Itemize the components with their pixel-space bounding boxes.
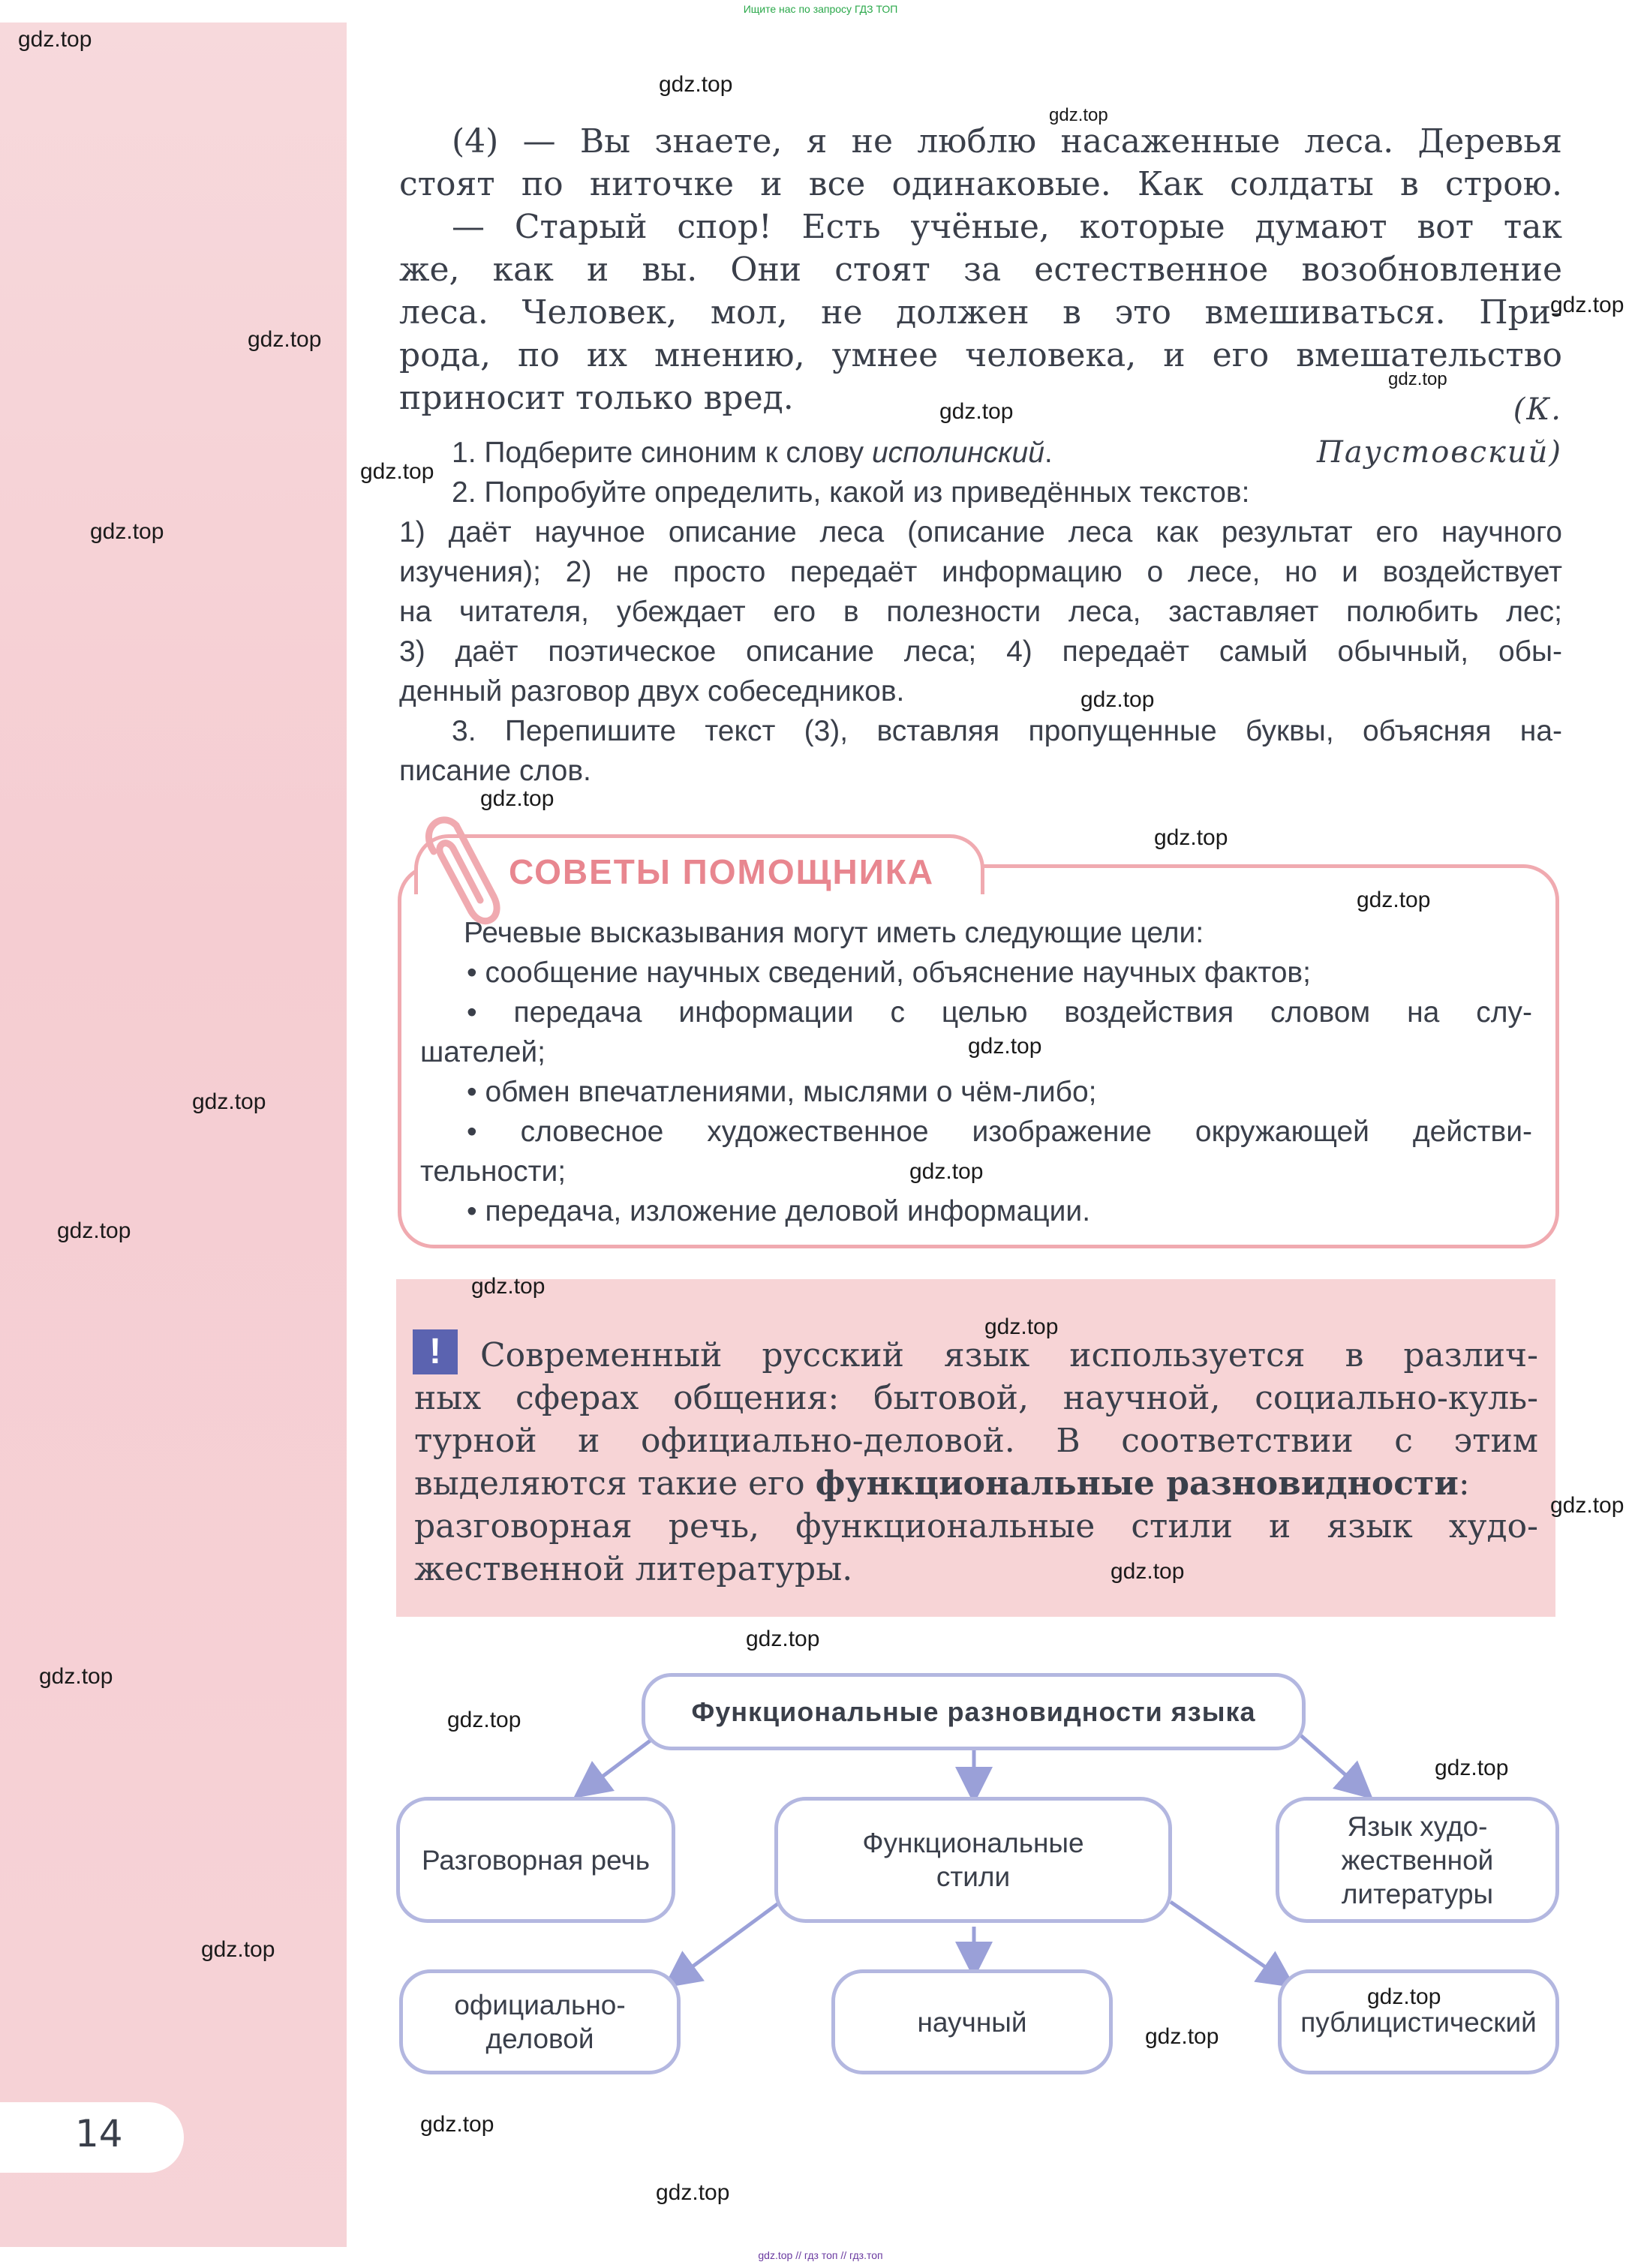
text-line: (4) — Вы знаете, я не люблю насаженные леса. Деревья [452, 122, 1562, 161]
arrow-root-left [585, 1733, 660, 1789]
watermark: gdz.top [90, 519, 164, 544]
text-line: приносит только вред. [399, 379, 794, 417]
rule-line: жественной литературы. [414, 1550, 853, 1588]
top-banner: Ищите нас по запросу ГДЗ ТОП [743, 3, 898, 15]
watermark: gdz.top [201, 1937, 275, 1962]
watermark: gdz.top [1080, 687, 1155, 712]
text-line: леса. Человек, мол, не должен в это вмешиваться. При- [399, 293, 1562, 332]
watermark: gdz.top [968, 1034, 1042, 1059]
watermark: gdz.top [984, 1314, 1059, 1339]
watermark: gdz.top [1145, 2024, 1219, 2049]
rule-line: разговорная речь, функциональные стили и язык худо- [414, 1507, 1538, 1546]
task-line: изучения); 2) не просто передаёт информацию о лесе, но и воздействует [399, 556, 1562, 588]
tips-item: • обмен впечатлениями, мыслями о чём-либо; [467, 1076, 1097, 1108]
watermark: gdz.top [192, 1089, 266, 1114]
diagram-node-colloquial: Разговорная речь [396, 1797, 675, 1923]
text-line: стоят по ниточке и все одинаковые. Как солдаты в строю. [399, 165, 1562, 203]
watermark: gdz.top [471, 1274, 545, 1299]
watermark: gdz.top [420, 2112, 494, 2137]
bottom-banner: gdz.top // гдз топ // гдз.топ [758, 2249, 883, 2261]
tips-item: • передача информации с целью воздействия словом на слу- [467, 996, 1532, 1029]
rule-line: ных сферах общения: бытовой, научной, социально-куль- [414, 1379, 1538, 1417]
arrow-root-right [1298, 1733, 1362, 1789]
watermark: gdz.top [1049, 105, 1108, 125]
diagram-node-fiction: Язык худо- жественной литературы [1276, 1797, 1559, 1923]
task-line: 3) даёт поэтическое описание леса; 4) передаёт самый обычный, обы- [399, 635, 1562, 668]
watermark: gdz.top [909, 1159, 984, 1184]
text-line: же, как и вы. Они стоят за естественное возобновление [399, 251, 1562, 289]
arrow-center-right [1171, 1902, 1283, 1979]
diagram-node-scientific: научный [831, 1969, 1113, 2074]
page-number: 14 [75, 2112, 123, 2155]
task-line: 3. Перепишите текст (3), вставляя пропущенные буквы, объясняя на- [452, 715, 1562, 747]
diagram-node-styles: Функциональные стили [774, 1797, 1172, 1923]
watermark: gdz.top [1154, 825, 1228, 850]
tips-item: тельности; [420, 1155, 567, 1188]
rule-line: выделяются такие его функциональные разновидности: [414, 1464, 1470, 1503]
watermark: gdz.top [939, 399, 1014, 424]
watermark: gdz.top [360, 459, 434, 484]
task-line: писание слов. [399, 755, 591, 787]
author-signature: (К. Паустовский) [1316, 392, 1562, 470]
watermark: gdz.top [248, 327, 322, 352]
watermark: gdz.top [480, 786, 555, 811]
text-line: — Старый спор! Есть учёные, которые думают вот так [452, 208, 1562, 246]
tips-item: • словесное художественное изображение окружающей действи- [467, 1116, 1532, 1148]
watermark: gdz.top [659, 72, 733, 97]
watermark: gdz.top [1550, 293, 1624, 317]
watermark: gdz.top [746, 1627, 820, 1651]
tips-item: шателей; [420, 1036, 546, 1068]
tips-title: СОВЕТЫ ПОМОЩНИКА [509, 852, 935, 891]
watermark: gdz.top [1435, 1756, 1509, 1780]
diagram-root: Функциональные разновидности языка [642, 1673, 1306, 1750]
task-1: 1. Подберите синоним к слову исполинский. [452, 437, 1053, 469]
task-line: на читателя, убеждает его в полезности леса, заставляет полюбить лес; [399, 596, 1562, 628]
watermark: gdz.top [656, 2180, 730, 2205]
task-line: 1) даёт научное описание леса (описание леса как результат его научного [399, 516, 1562, 548]
watermark: gdz.top [1550, 1493, 1624, 1518]
task-line: денный разговор двух собеседников. [399, 675, 905, 707]
tips-intro: Речевые высказывания могут иметь следующие цели: [464, 917, 1204, 949]
text-line: рода, по их мнению, умнее человека, и его вмешательство [399, 336, 1562, 374]
arrow-center-left [675, 1902, 780, 1979]
rule-line: Современный русский язык используется в различ- [480, 1336, 1538, 1374]
watermark: gdz.top [57, 1218, 131, 1243]
rule-line: турной и официально-деловой. В соответствии с этим [414, 1422, 1538, 1460]
watermark: gdz.top [1388, 369, 1447, 389]
diagram-node-publicistic: публицистический [1278, 1969, 1559, 2074]
watermark: gdz.top [1111, 1559, 1185, 1584]
watermark: gdz.top [1367, 1984, 1441, 2009]
tips-item: • передача, изложение деловой информации. [467, 1195, 1091, 1227]
diagram-node-official: официально- деловой [399, 1969, 681, 2074]
task-line: 2. Попробуйте определить, какой из приведённых текстов: [452, 476, 1250, 509]
watermark: gdz.top [447, 1708, 521, 1732]
watermark: gdz.top [1357, 888, 1431, 912]
watermark: gdz.top [18, 27, 92, 52]
tips-item: • сообщение научных сведений, объяснение научных фактов; [467, 957, 1311, 989]
watermark: gdz.top [39, 1664, 113, 1689]
exclamation-icon: ! [413, 1329, 458, 1374]
